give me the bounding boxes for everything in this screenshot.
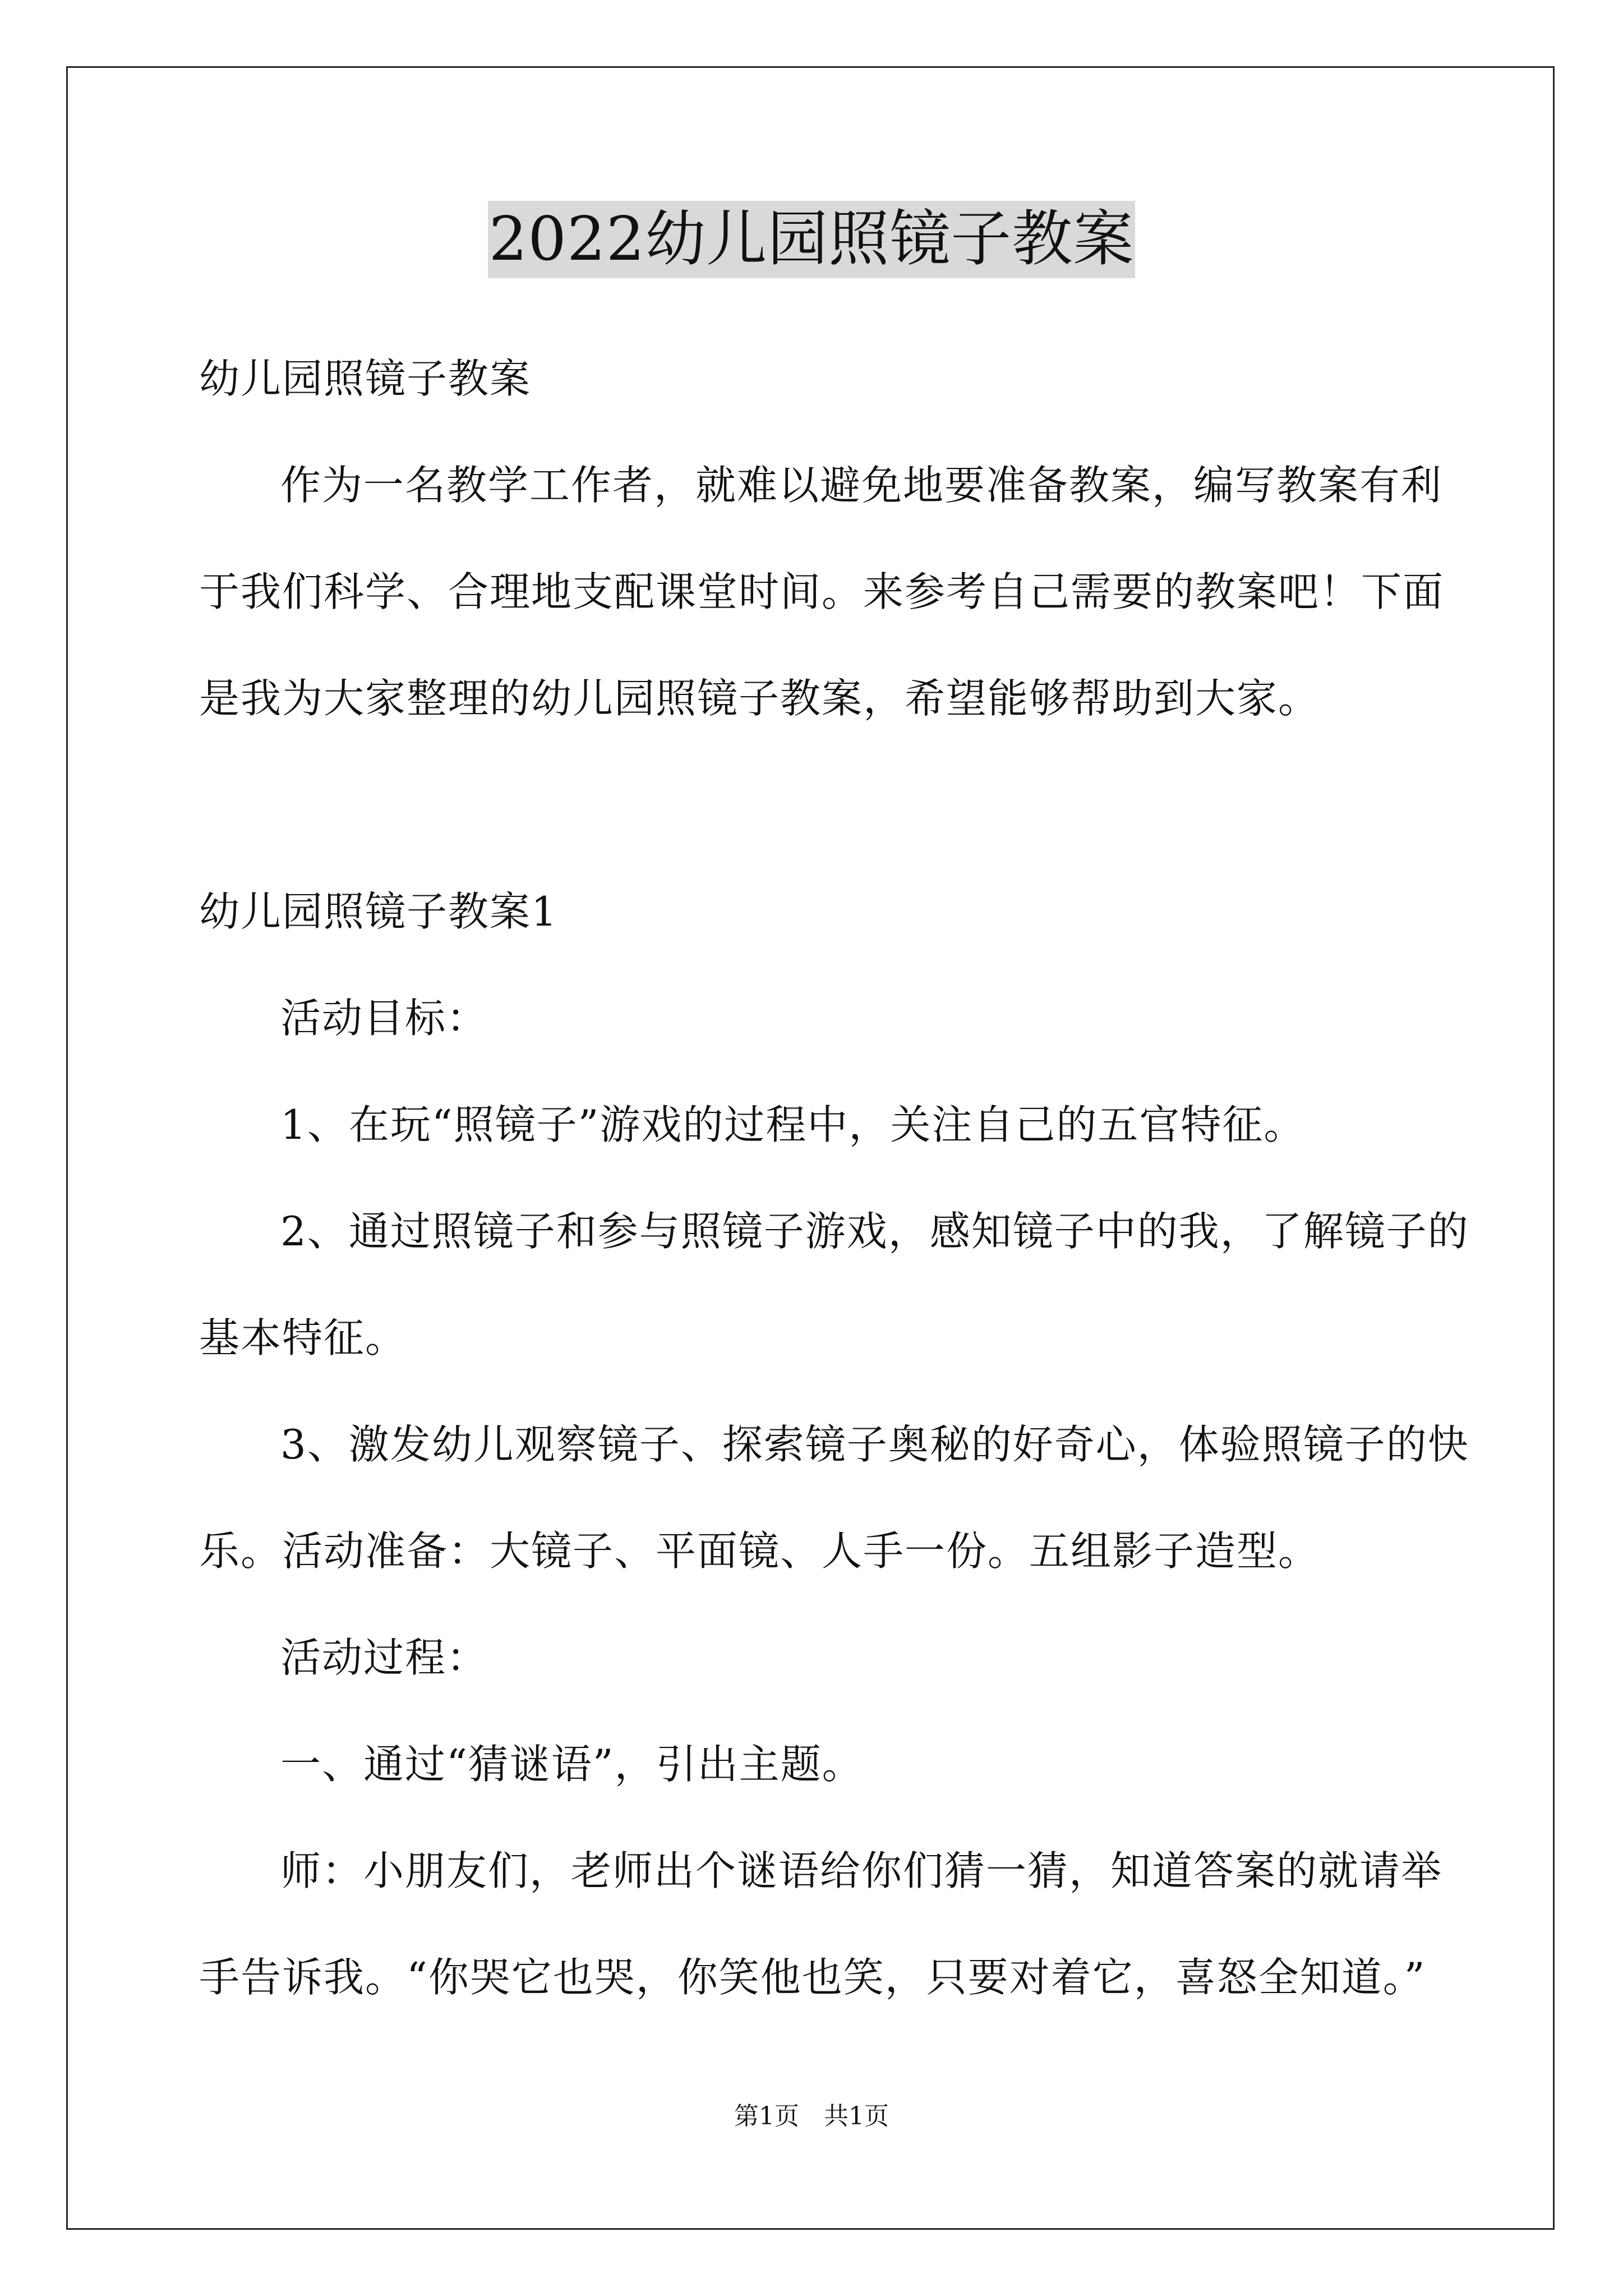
body-line-goal-3: 3、激发幼儿观察镜子、探索镜子奥秘的好奇心，体验照镜子的快 — [280, 1421, 1469, 1468]
body-line-goal-3-cont: 乐。活动准备：大镜子、平面镜、人手一份。五组影子造型。 — [199, 1527, 1320, 1575]
page-number-current: 第1页 — [734, 2102, 799, 2131]
document-title: 2022幼儿园照镜子教案 — [488, 201, 1136, 278]
body-line-intro-2: 于我们科学、合理地支配课堂时间。来参考自己需要的教案吧！下面 — [199, 568, 1445, 615]
body-line-intro-1: 作为一名教学工作者，就难以避免地要准备教案，编写教案有利 — [280, 462, 1443, 509]
body-line-teacher: 师：小朋友们，老师出个谜语给你们猜一猜，知道答案的就请举 — [280, 1847, 1443, 1894]
body-line-goal-2: 2、通过照镜子和参与照镜子游戏，感知镜子中的我，了解镜子的 — [280, 1208, 1469, 1255]
body-line-process-heading: 活动过程： — [280, 1634, 488, 1681]
body-line-intro-3: 是我为大家整理的幼儿园照镜子教案，希望能够帮助到大家。 — [199, 675, 1320, 722]
section-heading: 幼儿园照镜子教案1 — [199, 888, 558, 935]
page-number-total: 共1页 — [824, 2102, 889, 2131]
body-line-goals-heading: 活动目标： — [280, 995, 488, 1042]
body-line-teacher-cont: 手告诉我。“你哭它也哭，你笑他也笑，只要对着它，喜怒全知道。” — [199, 1954, 1426, 2001]
body-line-step-1: 一、通过“猜谜语”，引出主题。 — [280, 1741, 864, 1788]
page-footer — [0, 2101, 1623, 2132]
body-line-goal-2-cont: 基本特征。 — [199, 1314, 407, 1361]
body-line-goal-1: 1、在玩“照镜子”游戏的过程中，关注自己的五官特征。 — [280, 1101, 1306, 1148]
subtitle-line: 幼儿园照镜子教案 — [199, 355, 532, 402]
title-container — [0, 201, 1623, 278]
